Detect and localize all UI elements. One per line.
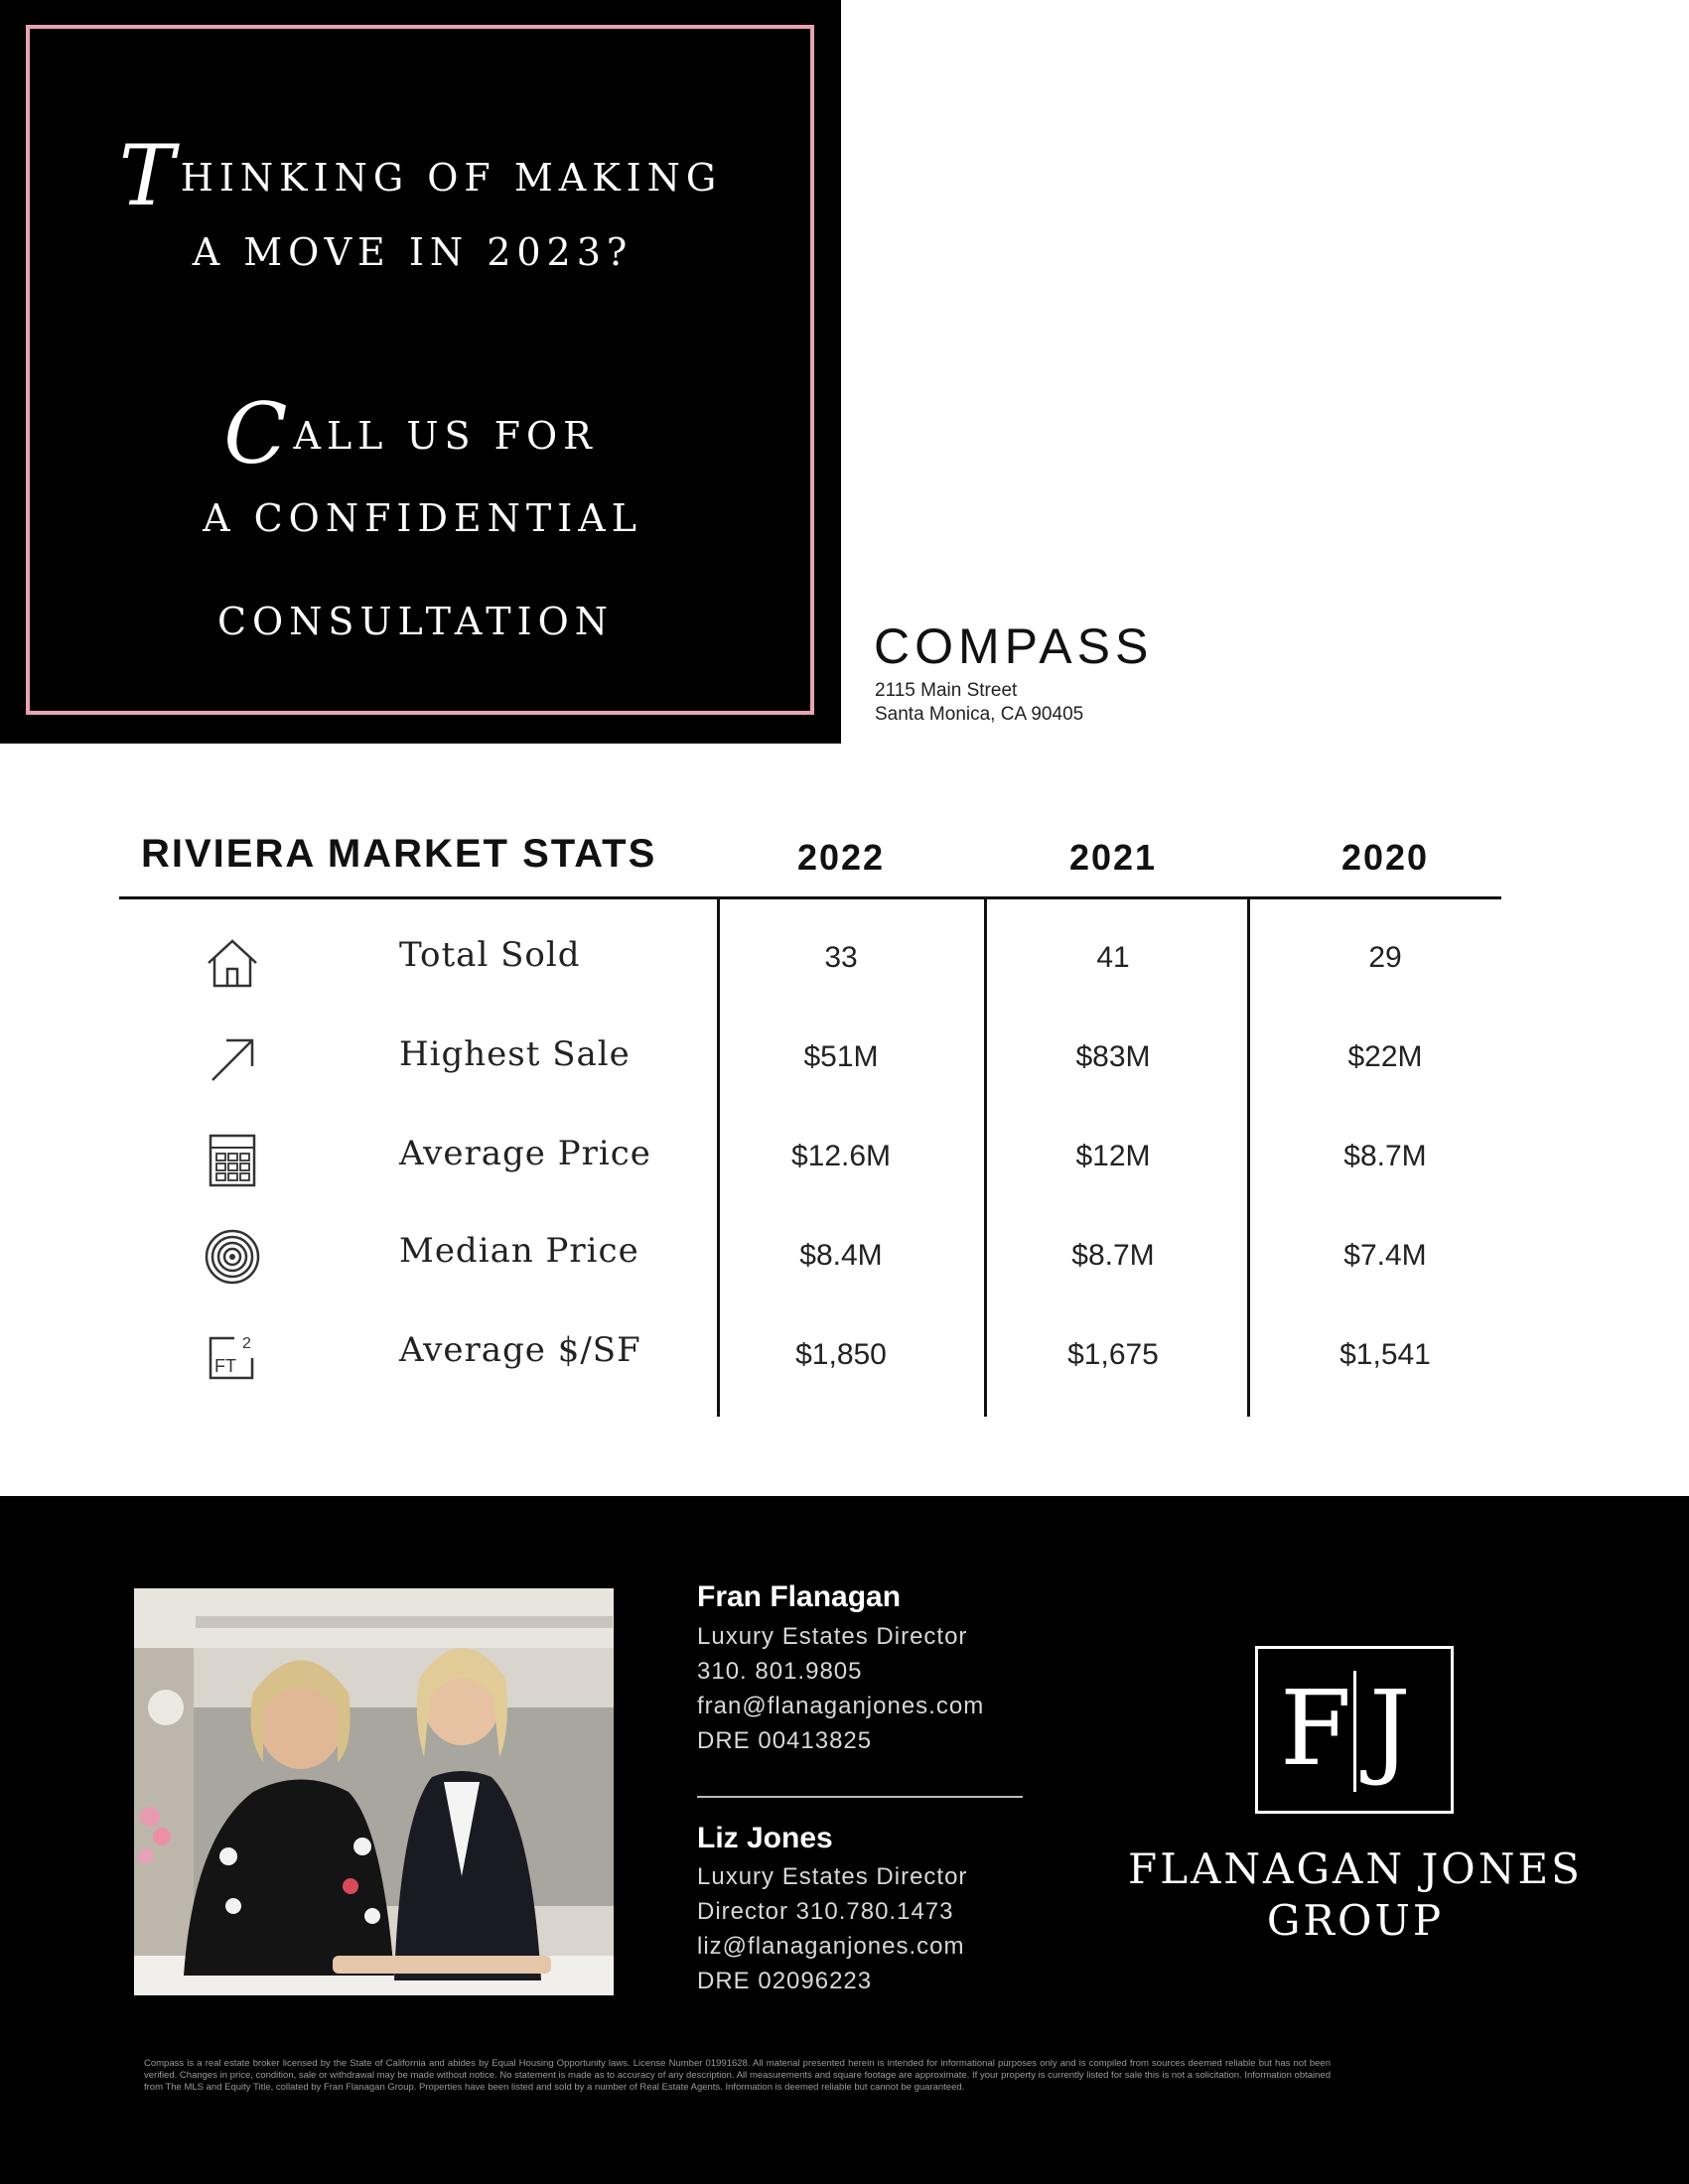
- cell-average-per-sf-2022: $1,850: [795, 1338, 887, 1371]
- cell-total-sold-2022: 33: [824, 941, 858, 974]
- fj-monogram: [1255, 1646, 1454, 1814]
- cell-median-price-2020: $7.4M: [1343, 1239, 1427, 1272]
- agent-2-title: Luxury Estates Director: [697, 1863, 968, 1890]
- cell-highest-sale-2020: $22M: [1347, 1040, 1423, 1073]
- row-label-average-price: Average Price: [399, 1134, 651, 1173]
- cell-total-sold-2020: 29: [1368, 941, 1402, 974]
- agent-2-dre: DRE 02096223: [697, 1968, 873, 1994]
- year-header-2022: 2022: [796, 837, 886, 878]
- cell-average-per-sf-2021: $1,675: [1067, 1338, 1159, 1371]
- row-label-total-sold: Total Sold: [399, 935, 581, 975]
- cell-highest-sale-2021: $83M: [1075, 1040, 1151, 1073]
- brand-name-line-2: GROUP: [1266, 1896, 1445, 1945]
- compass-address: [875, 679, 1083, 727]
- agent-1-email[interactable]: fran@flanaganjones.com: [697, 1693, 985, 1719]
- cell-average-price-2021: $12M: [1075, 1140, 1151, 1172]
- target-icon: [203, 1227, 262, 1287]
- address-line-1: 2115 Main Street: [875, 680, 1018, 701]
- monogram-bar: [1353, 1671, 1356, 1792]
- agent-2-name: Liz Jones: [697, 1822, 833, 1854]
- compass-logo: COMPASS: [874, 618, 1154, 674]
- promo-line-4: A CONFIDENTIAL: [203, 496, 642, 540]
- promo-panel: [0, 0, 841, 744]
- promo-line-2: A MOVE IN 2023?: [192, 230, 633, 274]
- promo-drop-cap-2: C: [223, 385, 288, 482]
- cell-average-price-2020: $8.7M: [1343, 1140, 1427, 1172]
- promo-line-3: [0, 385, 831, 482]
- cell-highest-sale-2022: $51M: [803, 1040, 879, 1073]
- row-label-median-price: Median Price: [399, 1231, 639, 1271]
- cell-average-per-sf-2020: $1,541: [1339, 1338, 1431, 1371]
- year-header-2021: 2021: [1068, 837, 1158, 878]
- agent-1-name: Fran Flanagan: [697, 1580, 902, 1613]
- agent-2-email[interactable]: liz@flanaganjones.com: [697, 1933, 965, 1960]
- promo-drop-cap-1: T: [118, 127, 175, 224]
- address-line-2: Santa Monica, CA 90405: [875, 704, 1084, 725]
- cell-total-sold-2021: 41: [1096, 941, 1130, 974]
- monogram-j: J: [1369, 1668, 1411, 1789]
- agents-photo: [134, 1588, 614, 1995]
- agent-1-dre: DRE 00413825: [697, 1727, 873, 1754]
- square-feet-icon: [203, 1326, 262, 1386]
- agent-1-phone[interactable]: 310. 801.9805: [697, 1658, 863, 1685]
- icon-sup-text: 2: [242, 1335, 251, 1352]
- table-header-rule: [119, 896, 1501, 899]
- row-label-highest-sale: Highest Sale: [399, 1034, 631, 1074]
- promo-line-1-text: HINKING OF MAKING: [180, 156, 723, 200]
- promo-line-5: CONSULTATION: [216, 600, 615, 643]
- promo-line-3-text: ALL US FOR: [293, 414, 598, 458]
- calculator-icon: [203, 1130, 262, 1189]
- cell-median-price-2021: $8.7M: [1071, 1239, 1155, 1272]
- promo-line-1: [0, 127, 841, 224]
- legal-disclaimer: Compass is a real estate broker licensed by the State of California and abides by Equal Housing Opportunity laws. License Number 01991628. All material presented herein is intended for informational purposes only and is compiled from sources deemed reliable but has not been verified. Changes in price, condition, sale or withdrawal may be made without notice. No statement is made as to accuracy of any description. All measurements and square footage are approximate. If your property is currently listed for sale this is not a solicitation. Information obtained from The MLS and Equity Title, collated by Fran Flanagan Group. Properties have been listed and sold by a number of Real Estate Agents. Information is deemed reliable but cannot be guaranteed.: [144, 2058, 1331, 2093]
- cell-average-price-2022: $12.6M: [790, 1140, 892, 1172]
- icon-ft-text: FT: [214, 1356, 236, 1376]
- cell-median-price-2022: $8.4M: [799, 1239, 883, 1272]
- agent-2-phone[interactable]: Director 310.780.1473: [697, 1898, 954, 1925]
- agent-divider: [697, 1796, 1023, 1798]
- year-header-2020: 2020: [1340, 837, 1430, 878]
- brand-name-line-1: FLANAGAN JONES: [1128, 1844, 1583, 1893]
- monogram-f: F: [1280, 1668, 1352, 1789]
- row-label-average-per-sf: Average $/SF: [399, 1330, 641, 1370]
- stats-title: RIVIERA MARKET STATS: [141, 832, 657, 876]
- house-icon: [203, 933, 262, 993]
- arrow-up-right-icon: [203, 1030, 262, 1090]
- agent-1-title: Luxury Estates Director: [697, 1623, 968, 1650]
- column-divider-3: [1247, 896, 1250, 1417]
